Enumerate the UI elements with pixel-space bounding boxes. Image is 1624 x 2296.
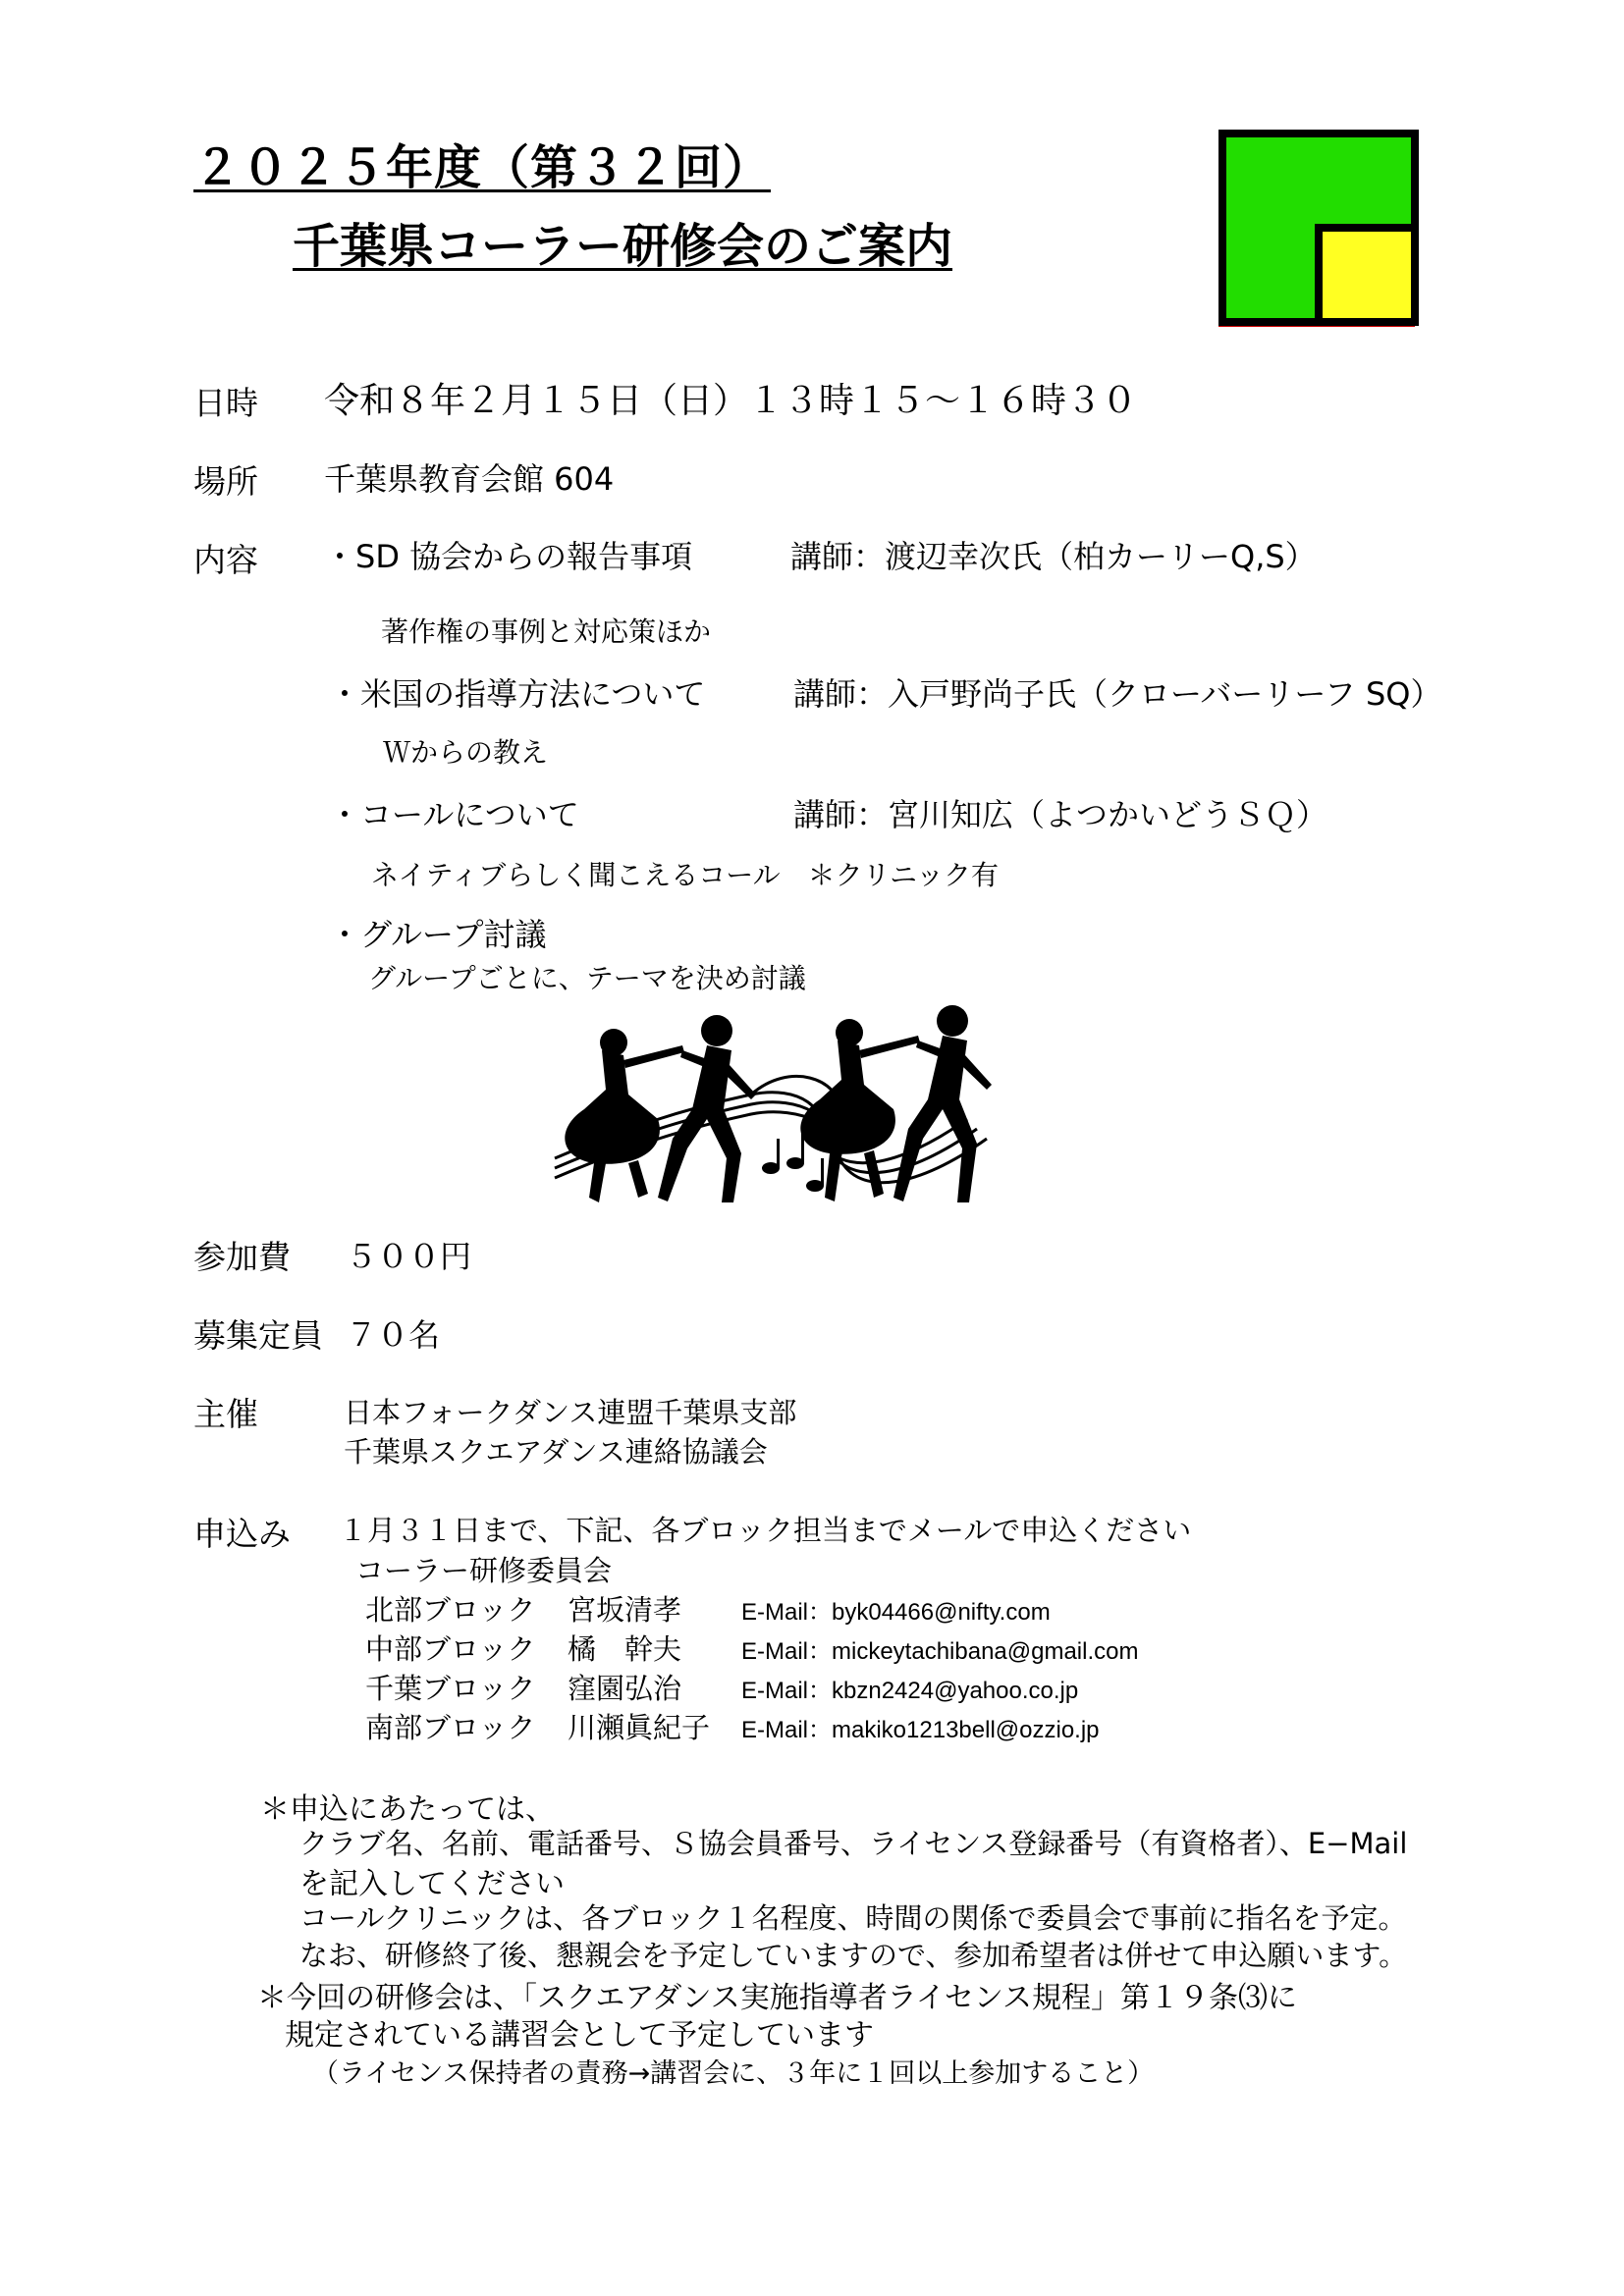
- place-label: 場所: [193, 462, 258, 501]
- fee-label: 参加費: [193, 1238, 291, 1276]
- datetime-label: 日時: [193, 384, 258, 422]
- contact-email[interactable]: E-Mail：byk04466@nifty.com: [741, 1599, 1051, 1626]
- content-item-title: ・SD 協会からの報告事項: [324, 538, 693, 575]
- committee-name: コーラー研修委員会: [355, 1554, 613, 1587]
- contact-name: 宮坂清孝: [568, 1593, 682, 1627]
- content-item-detail: グループごとに、テーマを決め討議: [368, 962, 806, 994]
- datetime-value: 令和８年２月１５日（日）１３時１５～１６時３０: [324, 381, 1138, 421]
- logo-squares-icon: [1213, 126, 1429, 332]
- content-item-title: ・グループ討議: [329, 916, 547, 953]
- contact-email[interactable]: E-Mail：kbzn2424@yahoo.co.jp: [741, 1678, 1079, 1704]
- note-line: コールクリニックは、各ブロック１名程度、時間の関係で委員会で事前に指名を予定。: [299, 1901, 1407, 1935]
- organizer-line: 日本フォークダンス連盟千葉県支部: [344, 1396, 797, 1429]
- content-item-detail: Ｗからの教え: [383, 736, 549, 769]
- note-line: ＊今回の研修会は、「スクエアダンス実施指導者ライセンス規程」第１９条⑶に: [257, 1981, 1297, 2015]
- content-item-detail: 著作権の事例と対応策ほか: [381, 615, 712, 648]
- contact-name: 窪園弘治: [568, 1672, 682, 1705]
- organizer-line: 千葉県スクエアダンス連絡協議会: [344, 1435, 768, 1468]
- content-item-title: ・米国の指導方法について: [329, 675, 706, 713]
- content-item-lecturer: 講師：宮川知広（よつかいどうＳＱ）: [793, 796, 1328, 833]
- capacity-value: ７０名: [346, 1316, 441, 1354]
- contact-email[interactable]: E-Mail：mickeytachibana@gmail.com: [741, 1638, 1139, 1665]
- page-title: ２０２５年度（第３２回）: [193, 140, 772, 195]
- contact-block: 南部ブロック: [365, 1711, 536, 1744]
- contact-block: 千葉ブロック: [365, 1672, 536, 1705]
- place-value: 千葉県教育会館 604: [324, 460, 615, 498]
- note-line: ＊申込にあたっては、: [260, 1792, 555, 1827]
- square-dance-couples-icon: [545, 1001, 1016, 1217]
- content-label: 内容: [193, 541, 258, 579]
- fee-value: ５００円: [346, 1238, 472, 1275]
- contact-name: 橘 幹夫: [568, 1632, 682, 1666]
- contact-email[interactable]: E-Mail：makiko1213bell@ozzio.jp: [741, 1717, 1100, 1743]
- content-item-detail: ネイティブらしく聞こえるコール ＊クリニック有: [371, 859, 999, 891]
- contact-block: 中部ブロック: [365, 1632, 536, 1666]
- note-line: クラブ名、名前、電話番号、Ｓ協会員番号、ライセンス登録番号（有資格者）、E−Mail: [299, 1827, 1408, 1860]
- note-line: を記入してください: [299, 1867, 565, 1901]
- application-value: １月３１日まで、下記、各ブロック担当までメールで申込ください: [339, 1514, 1192, 1547]
- note-line: （ライセンス保持者の責務→講習会に、３年に１回以上参加すること）: [312, 2058, 1155, 2089]
- note-line: なお、研修終了後、懇親会を予定していますので、参加希望者は併せて申込願います。: [299, 1939, 1408, 1972]
- contact-block: 北部ブロック: [365, 1593, 536, 1627]
- organizer-label: 主催: [193, 1395, 258, 1433]
- content-item-lecturer: 講師：入戸野尚子氏（クローバーリーフ SQ）: [793, 675, 1442, 713]
- page-subtitle: 千葉県コーラー研修会のご案内: [293, 219, 953, 274]
- capacity-label: 募集定員: [193, 1316, 323, 1355]
- contact-name: 川瀬眞紀子: [568, 1711, 711, 1744]
- content-item-title: ・コールについて: [329, 796, 579, 833]
- application-label: 申込み: [193, 1515, 291, 1553]
- note-line: 規定されている講習会として予定しています: [285, 2018, 874, 2053]
- content-item-lecturer: 講師：渡辺幸次氏（柏カーリーQ,S）: [790, 538, 1317, 575]
